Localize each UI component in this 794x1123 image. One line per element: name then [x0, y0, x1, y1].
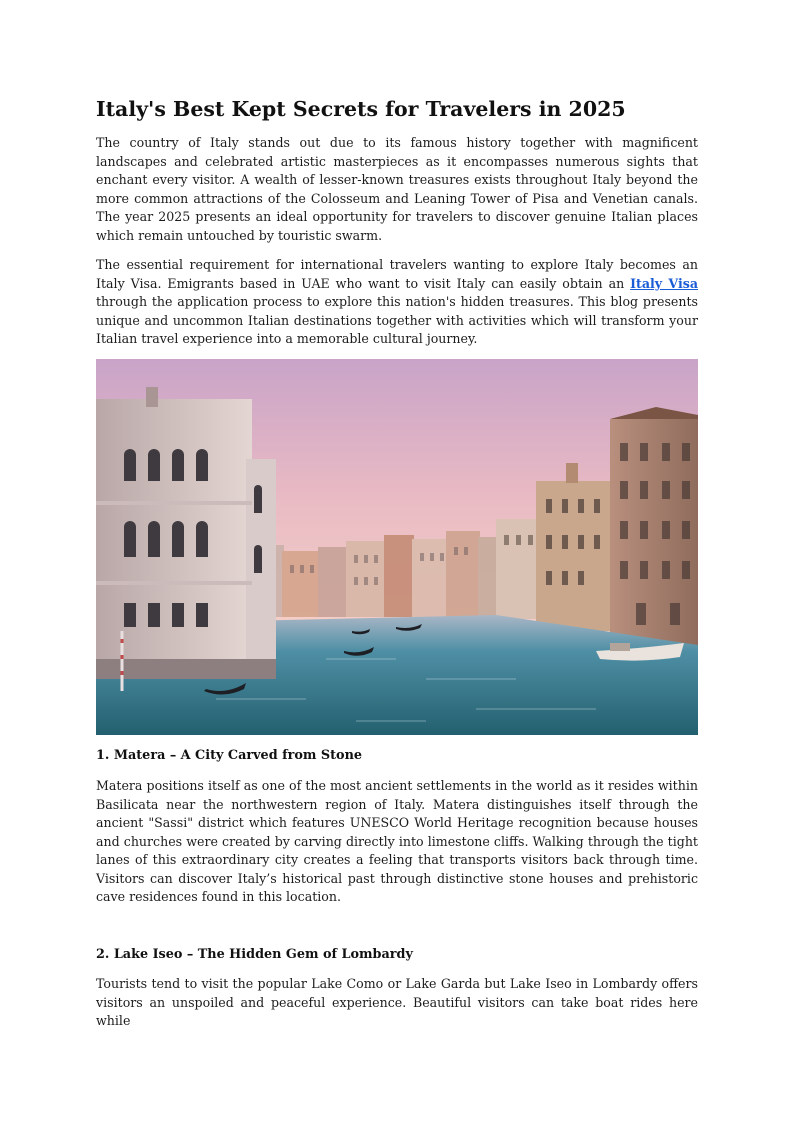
visa-text-after-link: through the application process to explore this nation's hidden treasures. This blog presents unique and uncommon Italian destinations together with activities which will transform your Italian travel experience into a memorable cultural journey.	[96, 294, 698, 346]
section-heading-lake-iseo: 2. Lake Iseo – The Hidden Gem of Lombardy	[96, 947, 413, 962]
section-body-lake-iseo: Tourists tend to visit the popular Lake Como or Lake Garda but Lake Iseo in Lombardy offers visitors an unspoiled and peaceful experience. Beautiful visitors can take boat rides here while	[96, 976, 698, 1028]
intro-paragraph: The country of Italy stands out due to its famous history together with magnificent landscapes and celebrated artistic masterpieces as it encompasses numerous sights that enchant every visitor. A wealth of lesser-known treasures exists throughout Italy beyond the more common attractions of the Colosseum and Leaning Tower of Pisa and Venetian canals. The year 2025 presents an ideal opportunity for travelers to discover genuine Italian places which remain untouched by touristic swarm.	[96, 135, 698, 243]
visa-paragraph	[96, 256, 698, 349]
article-title: Italy's Best Kept Secrets for Travelers in 2025	[96, 97, 626, 121]
italy-visa-link[interactable]: Italy Visa	[630, 275, 698, 291]
venice-grand-canal-photo	[96, 359, 698, 735]
visa-text-before-link: The essential requirement for international travelers wanting to explore Italy becomes an Italy Visa. Emigrants based in UAE who want to visit Italy can easily obtain an	[96, 257, 698, 291]
section-body-matera: Matera positions itself as one of the most ancient settlements in the world as it resides within Basilicata near the northwestern region of Italy. Matera distinguishes itself through the ancient "Sassi" district which features UNESCO World Heritage recognition because houses and churches were created by carving directly into limestone cliffs. Walking through the tight lanes of this extraordinary city creates a feeling that transports visitors back through time. Visitors can discover Italy’s historical past through distinctive stone houses and prehistoric cave residences found in this location.	[96, 778, 698, 904]
section-heading-matera: 1. Matera – A City Carved from Stone	[96, 748, 363, 763]
